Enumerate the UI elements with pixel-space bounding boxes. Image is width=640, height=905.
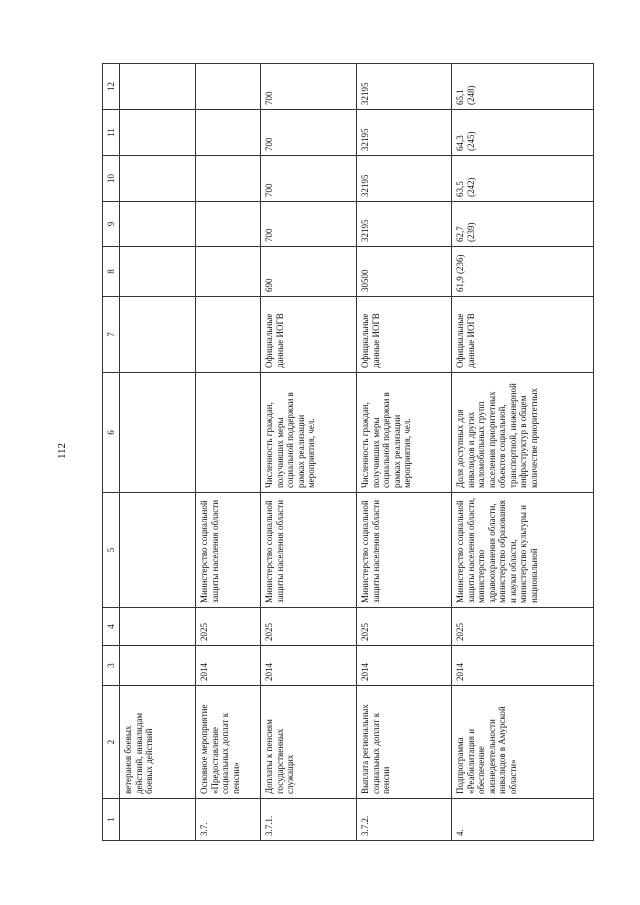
table-cell: Доля доступных для инвалидов и других маломобильных групп населения приоритетных объектов социальной, транспортной, инженерной инфраструктур в общем количестве приоритетных — [452, 373, 594, 493]
table-cell: 2025 — [261, 608, 357, 646]
table-cell: 690 — [261, 247, 357, 297]
table-cell: 3.7.2. — [357, 799, 452, 841]
table-cell: 64,3 (245) — [452, 110, 594, 156]
table-cell: 3.7. — [196, 799, 261, 841]
table-cell — [120, 799, 196, 841]
table-cell: 2025 — [196, 608, 261, 646]
table-cell — [120, 64, 196, 110]
table-cell: 700 — [261, 156, 357, 202]
table-cell: 700 — [261, 202, 357, 247]
table-row — [196, 64, 261, 841]
table-cell: 61,9 (236) — [452, 247, 594, 297]
table-row — [120, 64, 196, 841]
table-cell — [196, 156, 261, 202]
header-cell: 3 — [103, 646, 120, 686]
header-cell: 9 — [103, 202, 120, 247]
table-cell: 700 — [261, 110, 357, 156]
table-cell: Подпрограмма «Реабилитация и обеспечение жизнедеятельности инвалидов в Амурской области» — [452, 686, 594, 799]
table-cell — [120, 156, 196, 202]
table-cell: 2014 — [357, 646, 452, 686]
table-cell: Основное мероприятие «Предоставление социальных доплат к пенсии» — [196, 686, 261, 799]
table-cell: Министерство социальной защиты населения области — [261, 493, 357, 608]
table-row — [357, 64, 452, 841]
header-cell: 7 — [103, 297, 120, 373]
table-cell — [196, 64, 261, 110]
table-cell — [120, 373, 196, 493]
table-cell: 32195 — [357, 156, 452, 202]
table-row — [261, 64, 357, 841]
table-cell: 32195 — [357, 64, 452, 110]
header-cell: 12 — [103, 64, 120, 110]
table-cell: 2025 — [452, 608, 594, 646]
table-cell: Официальные данные ИОГВ — [452, 297, 594, 373]
table-cell — [120, 297, 196, 373]
table-cell: 2014 — [452, 646, 594, 686]
table-cell — [120, 646, 196, 686]
table-cell: ветеранов боевых действий, инвалидам боевых действий — [120, 686, 196, 799]
table-cell — [196, 373, 261, 493]
table-cell: Численность граждан, получивших меры социальной поддержки в рамках реализации мероприятия, чел. — [357, 373, 452, 493]
table-cell — [196, 202, 261, 247]
table-cell: Министерство социальной защиты населения области — [196, 493, 261, 608]
header-cell: 6 — [103, 373, 120, 493]
table-cell — [196, 297, 261, 373]
table-cell: 2014 — [261, 646, 357, 686]
header-cell: 8 — [103, 247, 120, 297]
table-cell: Доплаты к пенсиям государственных служащих — [261, 686, 357, 799]
header-cell: 2 — [103, 686, 120, 799]
table-cell: 63,5 (242) — [452, 156, 594, 202]
table-cell — [120, 202, 196, 247]
table-row — [452, 64, 594, 841]
page-number: 112 — [56, 442, 68, 460]
table-cell: 32195 — [357, 202, 452, 247]
table-cell: 3.7.1. — [261, 799, 357, 841]
table-cell — [120, 247, 196, 297]
table-cell — [120, 493, 196, 608]
header-cell: 1 — [103, 799, 120, 841]
table-cell: Выплата региональных социальных доплат к пенсии — [357, 686, 452, 799]
table-cell: 4. — [452, 799, 594, 841]
header-cell: 4 — [103, 608, 120, 646]
table-cell: 65,1 (248) — [452, 64, 594, 110]
table-cell — [120, 608, 196, 646]
table-cell: 62,7 (239) — [452, 202, 594, 247]
table-cell: 2025 — [357, 608, 452, 646]
header-cell: 5 — [103, 493, 120, 608]
table-cell: Численность граждан, получивших меры социальной поддержки в рамках реализации мероприятия, чел. — [261, 373, 357, 493]
header-row — [103, 64, 120, 841]
table-cell: Официальные данные ИОГВ — [357, 297, 452, 373]
table-cell — [120, 110, 196, 156]
table-cell: 30500 — [357, 247, 452, 297]
table-cell: Министерство социальной защиты населения области, министерство здравоохранения области, министерство образования и науки области, министерство культуры и национальной — [452, 493, 594, 608]
table-cell — [196, 247, 261, 297]
header-cell: 11 — [103, 110, 120, 156]
rotated-table-container — [102, 64, 590, 841]
table-cell: 32195 — [357, 110, 452, 156]
table-cell: Министерство социальной защиты населения области — [357, 493, 452, 608]
table-cell — [196, 110, 261, 156]
table-cell: Официальные данные ИОГВ — [261, 297, 357, 373]
table-cell: 2014 — [196, 646, 261, 686]
header-cell: 10 — [103, 156, 120, 202]
program-table — [102, 63, 594, 841]
table-cell: 700 — [261, 64, 357, 110]
